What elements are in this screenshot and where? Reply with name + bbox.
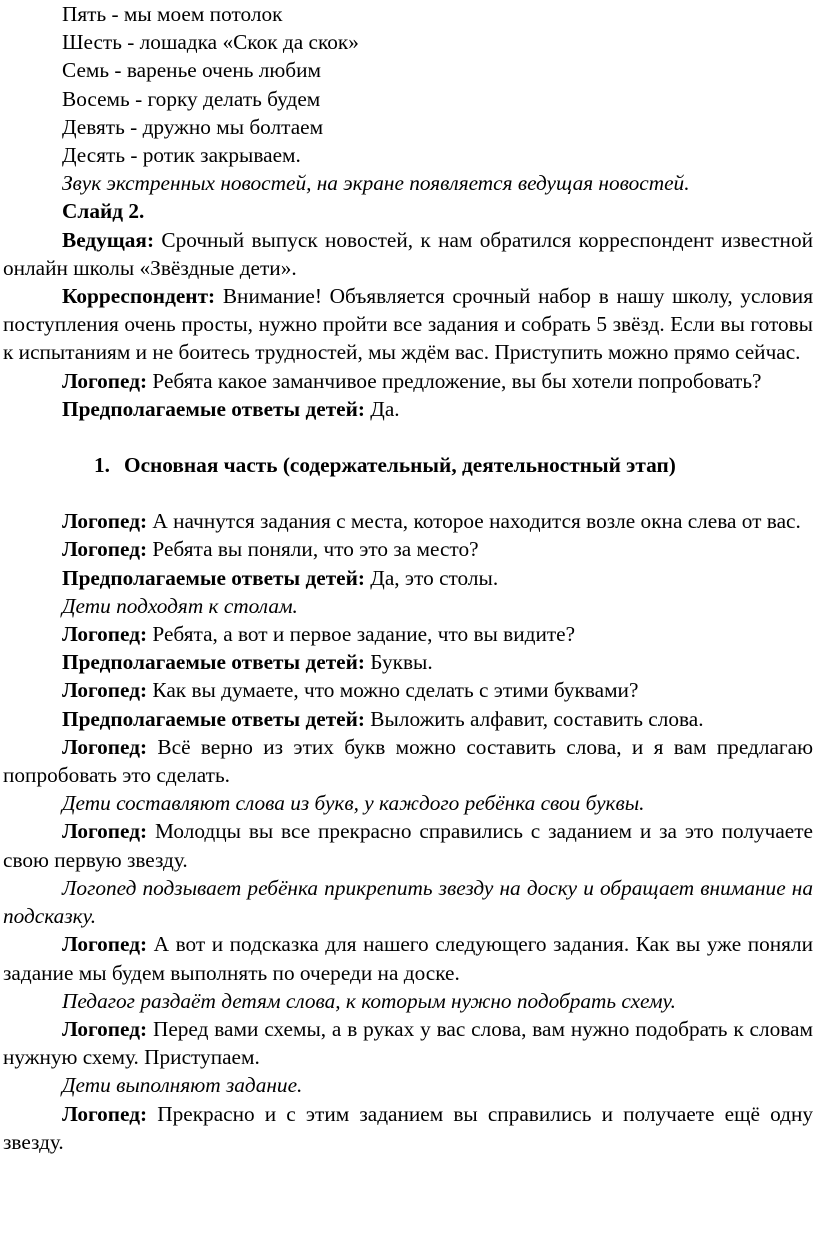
dialogue-paragraph (3, 507, 813, 535)
speaker-name: Корреспондент: (62, 284, 216, 309)
stage-note: Звук экстренных новостей, на экране появляется ведущая новостей. (62, 171, 690, 196)
dialogue-paragraph (3, 564, 813, 592)
dialogue-text: Срочный выпуск новостей, к нам обратился корреспондент известной онлайн школы «Звёздные дети». (3, 227, 813, 280)
dialogue-text: Ребята, а вот и первое задание, что вы видите? (147, 622, 576, 647)
counting-line: Семь - варенье очень любим (62, 58, 322, 83)
speaker-name: Логопед: (62, 819, 148, 844)
document-page (3, 0, 813, 1156)
stage-note: Дети подходят к столам. (62, 593, 298, 618)
stage-note: Дети составляют слова из букв, у каждого ребёнка свои буквы. (62, 791, 645, 816)
dialogue-paragraph (3, 648, 813, 676)
speaker-name: Логопед: (62, 509, 148, 534)
dialogue-text: А начнутся задания с места, которое находится возле окна слева от вас. (147, 509, 801, 534)
dialogue-text: Как вы думаете, что можно сделать с этими буквами? (147, 678, 639, 703)
speaker-name: Предполагаемые ответы детей: (62, 565, 365, 590)
stage-note: Дети выполняют задание. (62, 1073, 303, 1098)
dialogue-text: Перед вами схемы, а в руках у вас слова, вам нужно подобрать к словам нужную схему. Приступаем. (3, 1016, 813, 1070)
section-heading (3, 451, 813, 479)
dialogue-text: Молодцы вы все прекрасно справились с заданием и за это получаете свою первую звезду. (3, 819, 813, 872)
dialogue-paragraph (3, 620, 813, 648)
speaker-name: Логопед: (62, 734, 148, 759)
counting-line: Восемь - горку делать будем (62, 86, 321, 111)
speaker-name: Логопед: (62, 1016, 148, 1041)
speaker-name: Логопед: (62, 932, 148, 957)
counting-line: Пять - мы моем потолок (62, 2, 283, 26)
speaker-name: Логопед: (62, 622, 148, 647)
dialogue-text: Да. (364, 396, 400, 421)
dialogue-text: Выложить алфавит, составить слова. (364, 706, 704, 731)
dialogue-text: Ребята вы поняли, что это за место? (147, 537, 479, 562)
dialogue-paragraph (3, 535, 813, 563)
dialogue-text: Всё верно из этих букв можно составить слова, и я вам предлагаю попробовать это сделать. (3, 734, 813, 788)
speaker-name: Логопед: (62, 678, 148, 703)
dialogue-text: Ребята какое заманчивое предложение, вы бы хотели попробовать? (147, 368, 762, 393)
dialogue-paragraph (3, 817, 813, 873)
dialogue-text: Да, это столы. (364, 565, 499, 590)
counting-line: Десять - ротик закрываем. (62, 143, 301, 168)
dialogue-text: А вот и подсказка для нашего следующего задания. Как вы уже поняли задание мы будем выполнять по очереди на доске. (3, 932, 813, 985)
dialogue-paragraph (3, 1015, 813, 1071)
speaker-name: Ведущая: (62, 227, 155, 252)
speaker-name: Логопед: (62, 368, 148, 393)
stage-note: Педагог раздаёт детям слова, к которым нужно подобрать схему. (62, 988, 676, 1013)
speaker-name: Предполагаемые ответы детей: (62, 706, 365, 731)
dialogue-paragraph (3, 1100, 813, 1156)
slide-label: Слайд 2. (62, 199, 145, 224)
counting-line: Шесть - лошадка «Скок да скок» (62, 30, 359, 55)
dialogue-paragraph (3, 282, 813, 367)
dialogue-text: Прекрасно и с этим заданием вы справились и получаете ещё одну звезду. (3, 1101, 813, 1154)
dialogue-paragraph (3, 676, 813, 704)
dialogue-text: Внимание! Объявляется срочный набор в нашу школу, условия поступления очень просты, нужно пройти все задания и собрать 5 звёзд. Если вы готовы к испытаниям и не боитесь трудностей, мы ждём вас. Приступить можно прямо сейчас. (3, 284, 813, 365)
dialogue-paragraph (3, 705, 813, 733)
speaker-name: Логопед: (62, 1101, 148, 1126)
dialogue-text: Буквы. (364, 650, 433, 675)
dialogue-paragraph (3, 930, 813, 986)
stage-note: Логопед подзывает ребёнка прикрепить звезду на доску и обращает внимание на подсказку. (3, 875, 813, 929)
dialogue-paragraph (3, 733, 813, 789)
dialogue-paragraph (3, 226, 813, 282)
counting-line: Девять - дружно мы болтаем (62, 114, 324, 139)
speaker-name: Предполагаемые ответы детей: (62, 650, 365, 675)
section-number: 1. (94, 453, 110, 478)
dialogue-paragraph (3, 395, 813, 423)
speaker-name: Логопед: (62, 537, 148, 562)
speaker-name: Предполагаемые ответы детей: (62, 396, 365, 421)
section-title: Основная часть (содержательный, деятельностный этап) (124, 453, 676, 478)
dialogue-paragraph (3, 367, 813, 395)
